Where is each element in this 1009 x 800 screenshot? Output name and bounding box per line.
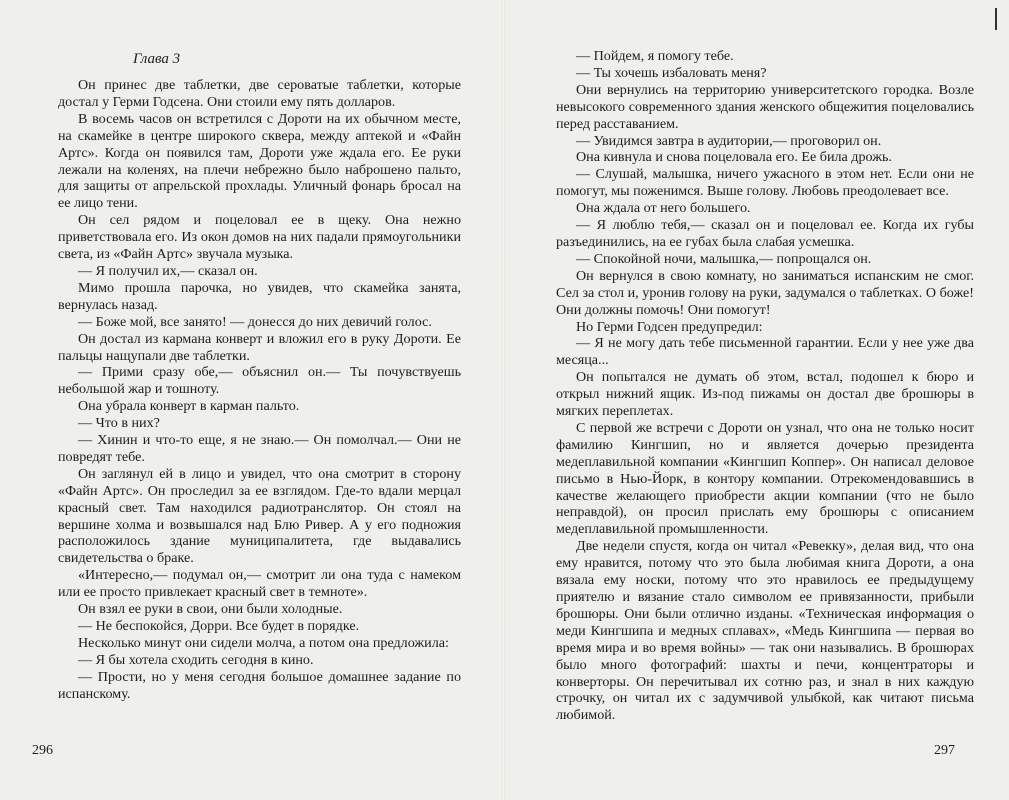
paragraph: Но Герми Годсен предупредил: — [576, 318, 763, 335]
paragraph: — Слушай, малышка, ничего ужасного в этом нет. Если они не помогут, мы поженимся. Выше голову. Любовь преодолевает все. — [556, 166, 974, 200]
paragraph: В восемь часов он встретился с Дороти на их обычном месте, на скамейке в центре широкого сквера, между аптекой и «Файн Артс». Когда он появился там, Дороти уже ждала его. Ее руки лежали на коленях, на плечи небрежно было наброшено пальто, для защиты от апрельской прохлады. Уличный фонарь бросал на ее лицо тени. — [58, 110, 461, 212]
paragraph: Он сел рядом и поцеловал ее в щеку. Она нежно приветствовала его. Из окон домов на них падали прямоугольники света, из «Файн Артс» звучала музыка. — [58, 212, 461, 263]
paragraph: — Я получил их,— сказал он. — [78, 262, 258, 279]
paragraph: Она ждала от него большего. — [576, 200, 751, 217]
right-page — [504, 0, 1009, 800]
paragraph: С первой же встречи с Дороти он узнал, что она не только носит фамилию Кингшип, но и является дочерью президента медеплавильной компании «Кингшип Коппер». Он написал деловое письмо в Нью-Йорк, в контору компании. Отрекомендовавшись в качестве желающего приобрести акции компании (что не было неправдой), он просил прислать ему брошюры с описанием медеплавильной промышленности. — [556, 419, 974, 538]
paragraph: — Не беспокойся, Дорри. Все будет в порядке. — [78, 618, 360, 634]
left-page — [0, 0, 504, 800]
paragraph: — Что в них? — [78, 415, 160, 432]
paragraph: — Я бы хотела сходить сегодня в кино. — [78, 651, 314, 668]
paragraph: Она кивнула и снова поцеловала его. Ее била дрожь. — [576, 149, 892, 166]
paragraph: — Ты хочешь избаловать меня? — [576, 64, 767, 81]
paragraph: Он взял ее руки в свои, они были холодные. — [78, 601, 343, 618]
paragraph: — Пойдем, я помогу тебе. — [576, 48, 734, 64]
page-number-right: 297 — [934, 743, 955, 758]
paragraph: Она убрала конверт в карман пальто. — [78, 398, 300, 415]
paragraph: — Увидимся завтра в аудитории,— проговорил он. — [576, 132, 882, 149]
paragraph: Он принес две таблетки, две сероватые таблетки, которые достал у Герми Годсена. Они стоили ему пять долларов. — [58, 77, 461, 110]
paragraph: «Интересно,— подумал он,— смотрит ли она туда с намеком или ее просто привлекает красный свет в темноте». — [58, 567, 461, 601]
paragraph: Они вернулись на территорию университетского городка. Возле невысокого современного здания женского общежития поцеловались перед расставанием. — [556, 81, 974, 132]
paragraph: Он достал из кармана конверт и вложил его в руку Дороти. Ее пальцы нащупали две таблетки. — [58, 330, 461, 364]
scan-edge-mark — [995, 8, 997, 30]
left-text-column — [58, 50, 461, 703]
paragraph: Две недели спустя, когда он читал «Ревекку», делая вид, что она ему нравится, потому что это была любимая книга Дороти, а она вязала ему носки, потому что это нравилось ее предыдущему приятелю и вязание стало символом ее привязанности, прибыли брошюры. Они были отлично изданы. «Техническая информация о меди Кингшипа и медных сплавах», «Медь Кингшипа — первая во время мира и во время войны» — так они назывались. В брошюрах было много фотографий: шахты и печи, концентраторы и конверторы. Он перечитывал их сотню раз, и знал в них каждую строчку, он читал их с задумчивой улыбкой, как читают письма любимой. — [556, 538, 974, 724]
paragraph: — Прими сразу обе,— объяснил он.— Ты почувствуешь небольшой жар и тошноту. — [58, 364, 461, 398]
paragraph: Он попытался не думать об этом, встал, подошел к бюро и открыл нижний ящик. Из-под пижамы он достал две брошюры в мягких переплетах. — [556, 369, 974, 420]
paragraph: Он заглянул ей в лицо и увидел, что она смотрит в сторону «Файн Артс». Он проследил за ее взглядом. Где-то вдали мерцал красный свет. Там находился радиотранслятор. Он стоял на вершине холма и возвышался над Блю Ривер. А у его подножия расположилось здание муниципалитета, где выдавались свидетельства о браке. — [58, 465, 461, 567]
paragraph: — Боже мой, все занято! — донесся до них девичий голос. — [78, 313, 432, 330]
paragraph: — Я люблю тебя,— сказал он и поцеловал ее. Когда их губы разъединились, на ее губах была слабая усмешка. — [556, 217, 974, 250]
page-number-left: 296 — [32, 743, 53, 758]
paragraph: — Прости, но у меня сегодня большое домашнее задание по испанскому. — [58, 668, 461, 702]
paragraph: — Спокойной ночи, малышка,— попрощался он. — [576, 250, 872, 267]
paragraph: Мимо прошла парочка, но увидев, что скамейка занята, вернулась назад. — [58, 279, 461, 313]
paragraph: Он вернулся в свою комнату, но заниматься испанским не смог. Сел за стол и, уронив голову на руки, задумался о таблетках. О боже! Они должны помочь! Они помогут! — [556, 267, 974, 318]
chapter-title: Глава 3 — [133, 51, 181, 67]
paragraph: Несколько минут они сидели молча, а потом она предложила: — [78, 634, 449, 651]
right-text-column — [556, 48, 974, 724]
paragraph: — Хинин и что-то еще, я не знаю.— Он помолчал.— Они не повредят тебе. — [58, 432, 461, 465]
paragraph: — Я не могу дать тебе письменной гарантии. Если у нее уже два месяца... — [556, 335, 974, 369]
